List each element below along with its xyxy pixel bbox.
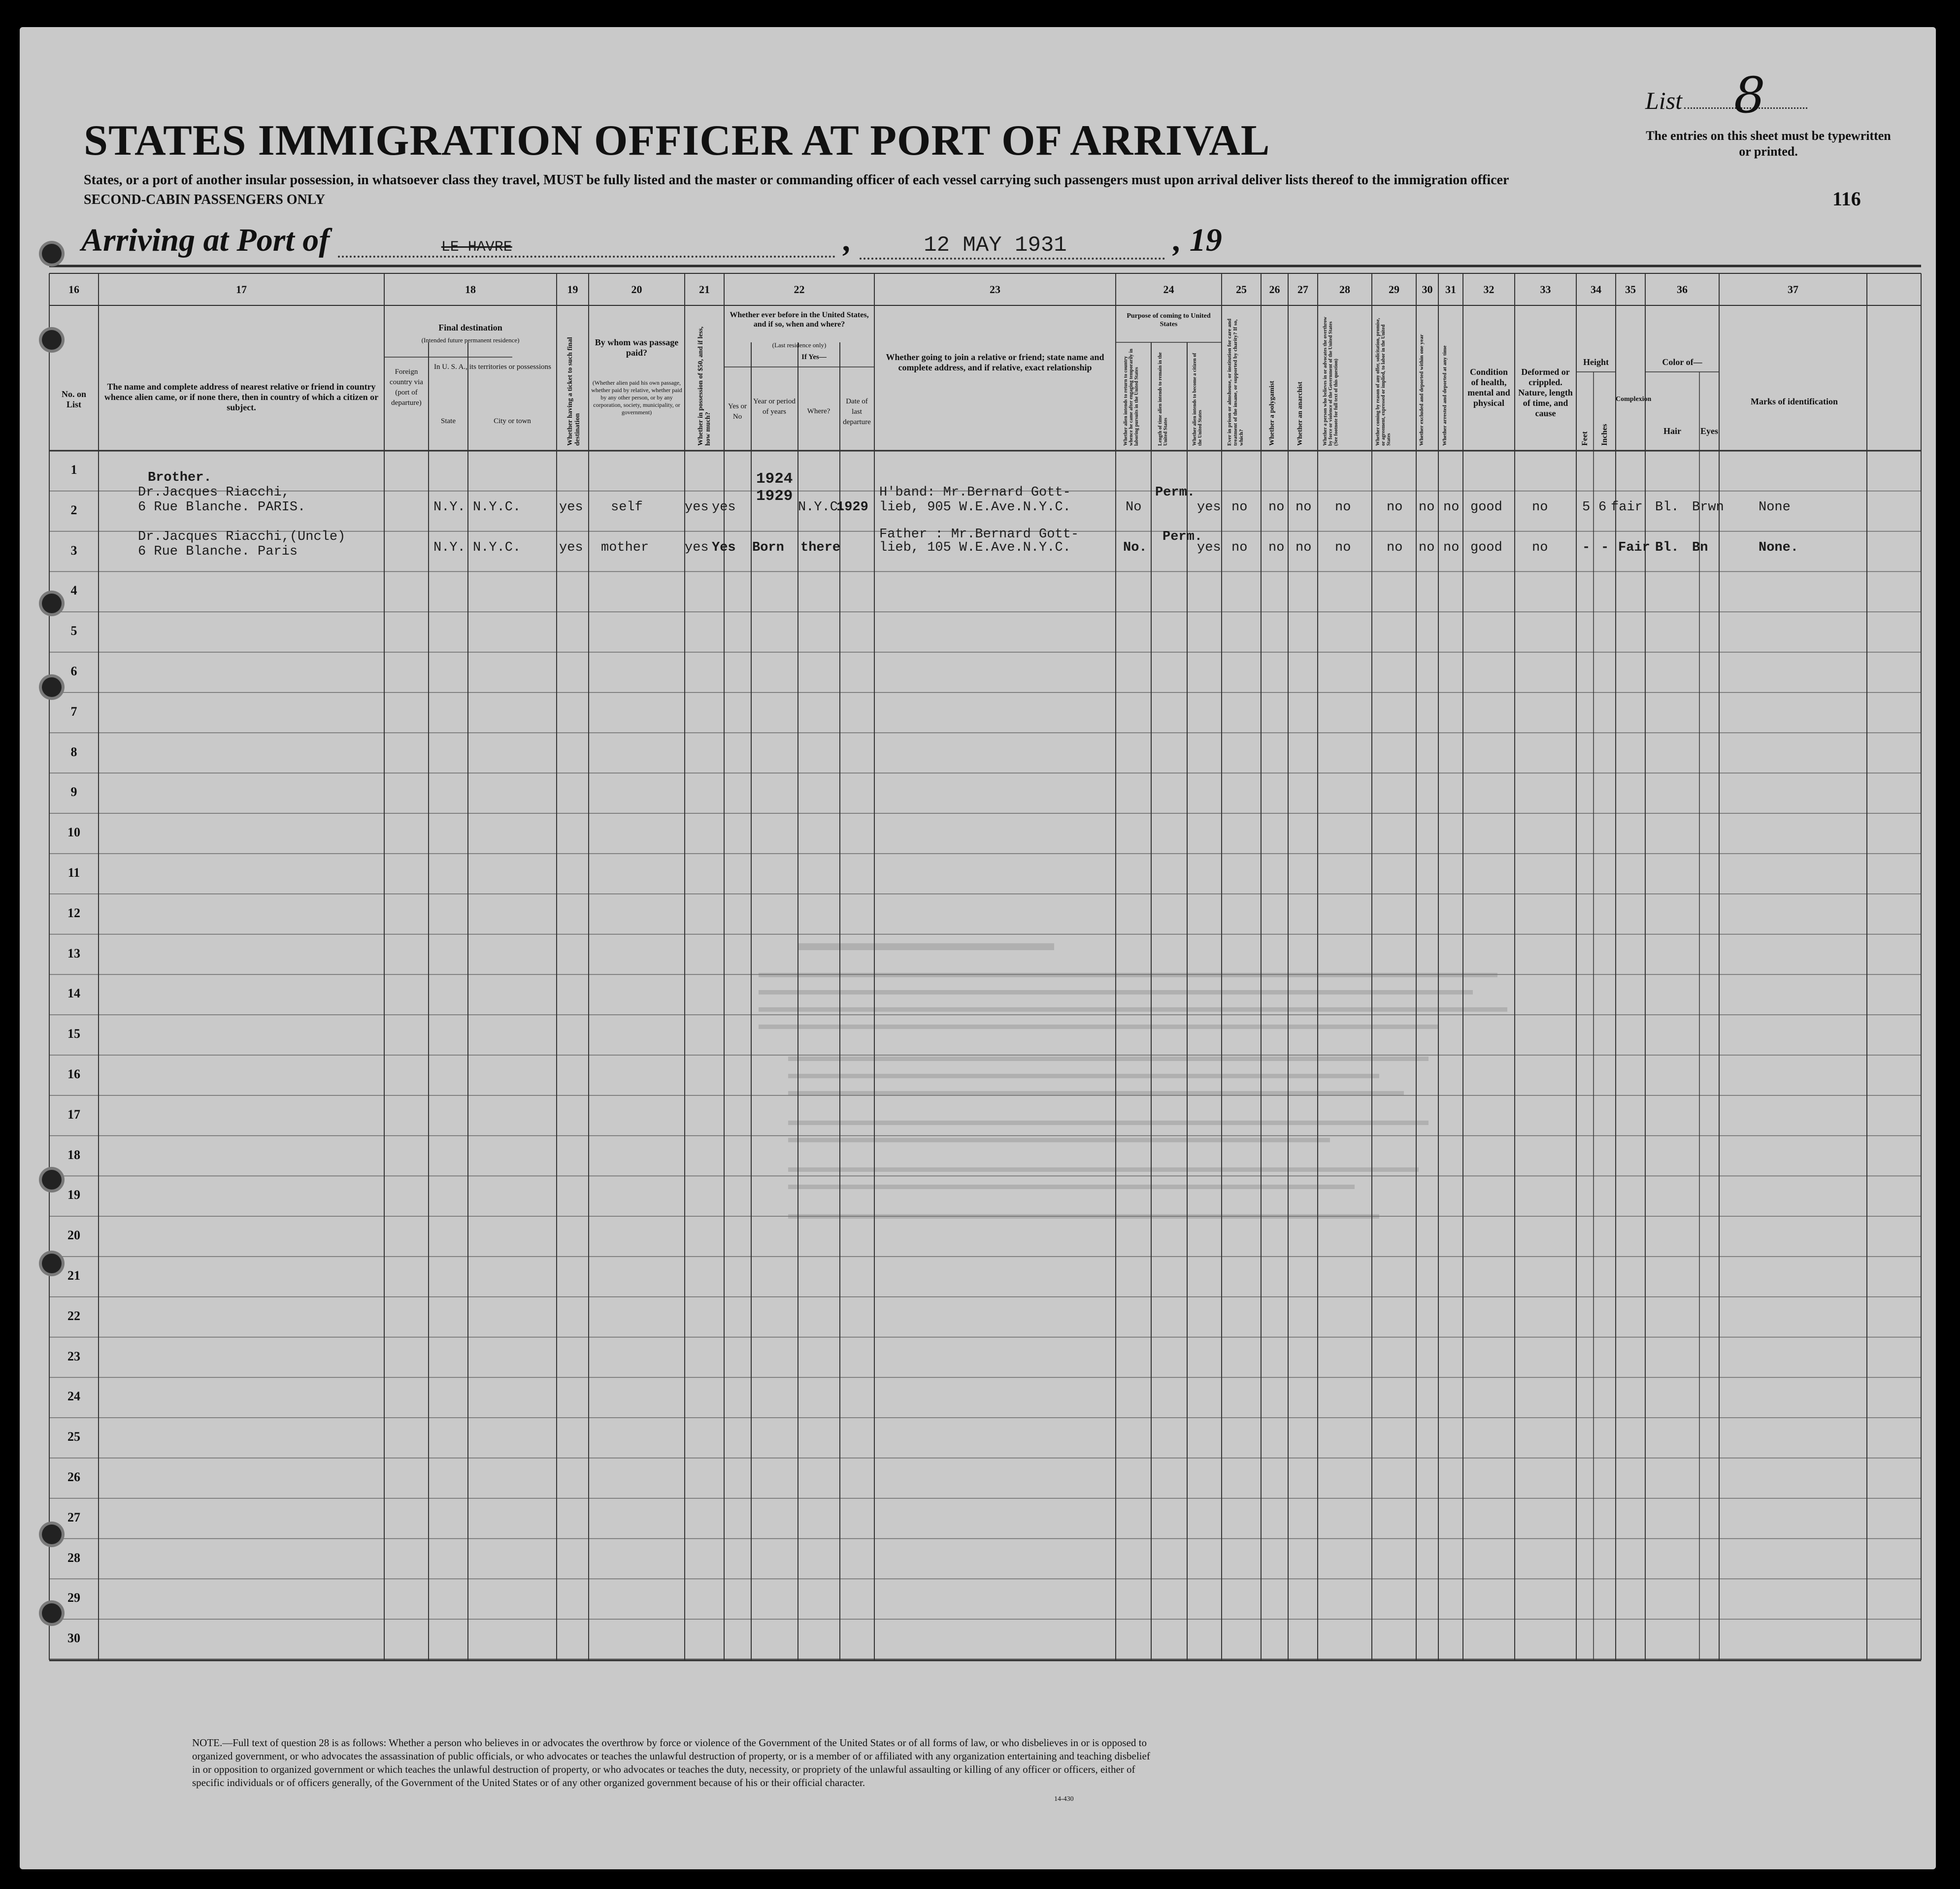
row1-years-2: 1929 [756,488,793,505]
binder-hole [42,244,62,264]
binder-hole [42,594,62,613]
col-num-21: 21 [699,283,710,296]
col-num-25: 25 [1236,283,1247,296]
header-q30: Whether excluded and deported within one year [1419,334,1425,446]
header-complexion: Complexion [1616,396,1652,403]
col-num-23: 23 [990,283,1000,296]
row1-anarchist: no [1296,500,1312,515]
row-number: 4 [70,583,77,598]
row2-years: Born [752,540,784,555]
row2-complexion: Fair [1618,540,1650,555]
row2-eyes: Bn [1692,540,1708,555]
row2-polygamist: no [1268,540,1285,555]
row1-join-1: H'band: Mr.Bernard Gott- [879,485,1071,500]
row1-relative-address: 6 Rue Blanche. PARIS. [138,500,306,515]
header-polygamist: Whether a polygamist [1268,381,1276,446]
header-no-on-list: No. on List [61,389,86,409]
row1-q31: no [1443,500,1460,515]
row1-q30: no [1419,500,1435,515]
binder-hole [42,1603,62,1623]
col-num-37: 37 [1788,283,1798,296]
col-num-27: 27 [1297,283,1308,296]
row2-q29: no [1387,540,1403,555]
col-num-34: 34 [1591,283,1601,296]
header-q28: Whether a person who believes in or advocates the overthrow by force or violence of the Government of the United States (See footnote for full text of this question) [1323,317,1339,446]
row-number: 17 [67,1107,80,1122]
header-join-relative: Whether going to join a relative or friend; state name and complete address, and if relative, exact relationship [886,352,1104,372]
header-marks: Marks of identification [1751,397,1838,406]
row1-polygamist: no [1268,500,1285,515]
row2-prison: no [1231,540,1248,555]
row-number: 9 [70,785,77,799]
row2-ticket: yes [559,540,583,555]
row-number: 1 [70,463,77,477]
row1-prison: no [1231,500,1248,515]
header-inches: Inches [1600,424,1609,446]
list-label: List [1645,87,1683,114]
col-num-22: 22 [794,283,805,296]
row1-money: yes [685,500,709,515]
row1-join-2: lieb, 905 W.E.Ave.N.Y.C. [879,500,1071,515]
row-number: 18 [67,1147,80,1162]
arriving-line: Arriving at Port of LE HAVRE , 12 MAY 1931 , 19 [81,222,1222,260]
row2-purpose-length: Perm. [1163,530,1203,544]
header-passage-note: (Whether alien paid his own passage, whether paid by relative, whether paid by any other person, or by any corporation, society, municipality, or government) [591,379,682,416]
arriving-label: Arriving at Port of [81,222,330,258]
row-number: 21 [67,1268,80,1283]
row-number: 27 [67,1510,80,1524]
sheet-number: 116 [1832,188,1861,210]
row2-marks: None. [1759,540,1799,555]
binder-hole [42,1524,62,1544]
col-num-24: 24 [1163,283,1174,296]
row2-purpose-citizen: yes [1197,540,1221,555]
binder-hole [42,330,62,350]
row2-paid-by: mother [601,540,649,555]
typewritten-notice: The entries on this sheet must be typewritten or printed. [1646,129,1891,159]
header-deformed: Deformed or crippled. Nature, length of time, and cause [1518,367,1573,418]
row-number: 19 [67,1188,80,1202]
row2-health: good [1470,540,1502,555]
row-number: 16 [67,1067,80,1081]
col-num-33: 33 [1540,283,1551,296]
row-number: 10 [67,825,80,840]
row1-health: good [1470,500,1502,515]
row-number: 23 [67,1349,80,1363]
row-number: 26 [67,1470,80,1484]
row2-state: N.Y. [433,540,465,555]
header-date-departure: Date of last departure [843,398,871,426]
row1-years-1: 1924 [756,470,793,488]
row1-before-yesno: yes [712,500,736,515]
col-num-29: 29 [1389,283,1399,296]
row1-hair: Bl. [1655,500,1679,515]
row-number: 7 [70,704,77,719]
col-num-17: 17 [236,283,247,296]
row-number: 13 [67,946,80,961]
row2-city: N.Y.C. [473,540,521,555]
row-number: 22 [67,1308,80,1323]
row2-inches: - [1601,540,1609,555]
header-before-note: (Last residence only) [772,341,827,349]
footnote-question-28: NOTE.—Full text of question 28 is as follows: Whether a person who believes in or advocates the overthrow by force or violence of the Government of the United States or of all forms of law, or who disbelieves in or is opposed to organized government, or who advocates the assassination of public officials, or who advocates or teaches the unlawful destruction of property, or is a member of or affiliated with any organization entertaining and teaching disbelief in or opposition to organized government or which teaches the unlawful destruction of property, or who advocates or teaches the duty, necessity, or propriety of the unlawful assaulting or killing of any officer or officers, either of specific individuals or of officers generally, of the Government of the United States or of any other organized government because of his or their official character. [192,1737,1150,1789]
row1-purpose-length: Perm. [1155,485,1196,500]
col-num-28: 28 [1339,283,1350,296]
row1-city: N.Y.C. [473,500,521,515]
header-if-yes: If Yes— [801,353,827,361]
page-title: STATES IMMIGRATION OFFICER AT PORT OF ARRIVAL [84,117,1270,165]
row2-where: there [800,540,841,555]
page-subtitle: States, or a port of another insular possession, in whatsoever class they travel, MUST be fully listed and the master or commanding officer of each vessel carrying such passengers must upon arrival deliver lists thereof to the immigration officer [84,172,1509,188]
col-num-16: 16 [68,283,79,296]
row-number: 29 [67,1591,80,1605]
col-num-26: 26 [1269,283,1280,296]
header-year: Year or period of years [753,398,796,416]
row2-before-yesno: Yes [712,540,736,555]
col-num-35: 35 [1625,283,1636,296]
row-number: 15 [67,1027,80,1041]
list-number: 8 [1734,66,1765,124]
row-number: 2 [70,502,77,517]
col-num-32: 32 [1483,283,1495,296]
header-health: Condition of health, mental and physical [1467,367,1510,408]
form-code: 14-430 [1054,1795,1074,1803]
header-purpose-citizen: Whether alien intends to become a citizen of the United States [1192,353,1203,446]
row-number: 8 [70,744,77,759]
header-final-destination: Final destination [438,323,502,332]
row1-where: N.Y.C. [798,500,846,515]
row-number: 30 [67,1631,80,1646]
row-number: 20 [67,1228,80,1243]
row1-eyes: Brwn [1692,500,1724,515]
row2-feet: - [1582,540,1591,555]
col-num-20: 20 [631,283,642,296]
row2-purpose-return: No. [1123,540,1147,555]
row2-q30: no [1419,540,1435,555]
row2-join-2: lieb, 105 W.E.Ave.N.Y.C. [879,540,1071,555]
row2-join-1: Father : Mr.Bernard Gott- [879,527,1079,542]
header-purpose-return: Whether alien intends to return to country whence he came after engaging temporarily in laboring pursuits in the United States [1123,349,1139,446]
binder-hole [42,1170,62,1190]
year-label: , 19 [1173,222,1222,258]
col-num-19: 19 [567,283,578,296]
row-number: 24 [67,1389,80,1404]
row2-anarchist: no [1296,540,1312,555]
header-q31: Whether arrested and deported at any time [1442,345,1448,446]
row2-hair: Bl. [1655,540,1679,555]
col-num-18: 18 [465,283,476,296]
header-money: Whether in possession of $50, and if less, how much? [697,326,712,446]
col-num-36: 36 [1677,283,1688,296]
row1-relative-name: Dr.Jacques Riacchi, [138,485,290,500]
header-state: State [441,417,456,425]
header-before-in-us: Whether ever before in the United States, and if so, when and where? [730,311,869,329]
row1-purpose-citizen: yes [1197,500,1221,515]
row1-q29: no [1387,500,1403,515]
row-number: 28 [67,1550,80,1565]
row-number: 14 [67,986,80,1001]
header-eyes: Eyes [1700,426,1718,436]
row1-feet: 5 [1582,500,1591,515]
header-color: Color of— [1662,357,1702,367]
row1-q28: no [1335,500,1351,515]
row1-complexion: fair [1611,500,1643,515]
header-in-usa: In U. S. A., its territories or possessions [434,363,551,371]
row-number: 5 [70,624,77,638]
row1-departure: 1929 [836,500,868,515]
binder-hole [42,1254,62,1273]
row1-marks: None [1759,500,1791,515]
row1-ticket: yes [559,500,583,515]
header-ticket: Whether having a ticket to such final destination [566,337,581,446]
row1-inches: 6 [1598,500,1607,515]
header-nearest-relative: The name and complete address of nearest relative or friend in country whence alien came, or if none there, then in country of which a citizen or subject. [104,382,379,412]
row-number: 12 [67,905,80,920]
row-number: 11 [67,865,80,880]
row-number: 25 [67,1429,80,1444]
header-purpose-length: Length of time alien intends to remain in the United States [1158,352,1168,446]
header-passage-paid: By whom was passage paid? [595,337,679,358]
port-name: LE HAVRE [441,239,512,256]
row2-money: yes [685,540,709,555]
header-feet: Feet [1581,431,1589,446]
header-foreign-country: Foreign country via (port of departure) [390,368,423,407]
header-final-destination-note: (Intended future permanent residence) [421,336,520,344]
row2-relative-name: Dr.Jacques Riacchi,(Uncle) [138,530,346,544]
header-q29: Whether coming by reason of any offer, solicitation, promise, or agreement, expressed or implied, to labor in the United States [1375,318,1392,446]
col-num-31: 31 [1445,283,1456,296]
header-height: Height [1583,357,1609,367]
binder-hole [42,677,62,697]
row2-relative-address: 6 Rue Blanche. Paris [138,544,298,559]
row1-purpose-return: No [1126,500,1142,515]
header-where: Where? [807,407,831,415]
row1-relationship: Brother. [148,470,212,485]
row-number: 3 [70,543,77,558]
arrival-date-stamp: 12 MAY 1931 [860,233,1165,260]
row-number: 6 [70,664,77,678]
manifest-sheet [20,27,1936,1869]
col-num-30: 30 [1422,283,1433,296]
form-grid [20,27,1936,1869]
row2-q31: no [1443,540,1460,555]
header-purpose: Purpose of coming to United States [1127,312,1211,328]
cabin-class-label: SECOND-CABIN PASSENGERS ONLY [84,192,326,207]
header-hair: Hair [1663,426,1681,436]
header-anarchist: Whether an anarchist [1296,381,1304,446]
header-city: City or town [494,417,531,425]
row1-state: N.Y. [433,500,465,515]
header-prison: Ever in prison or almshouse, or institution for care and treatment of the insane, or supported by charity? If so, which? [1227,318,1244,446]
row1-paid-by: self [611,500,643,515]
row2-q28: no [1335,540,1351,555]
header-yes-no: Yes or No [728,402,747,421]
row2-deformed: no [1532,540,1548,555]
row1-deformed: no [1532,500,1548,515]
